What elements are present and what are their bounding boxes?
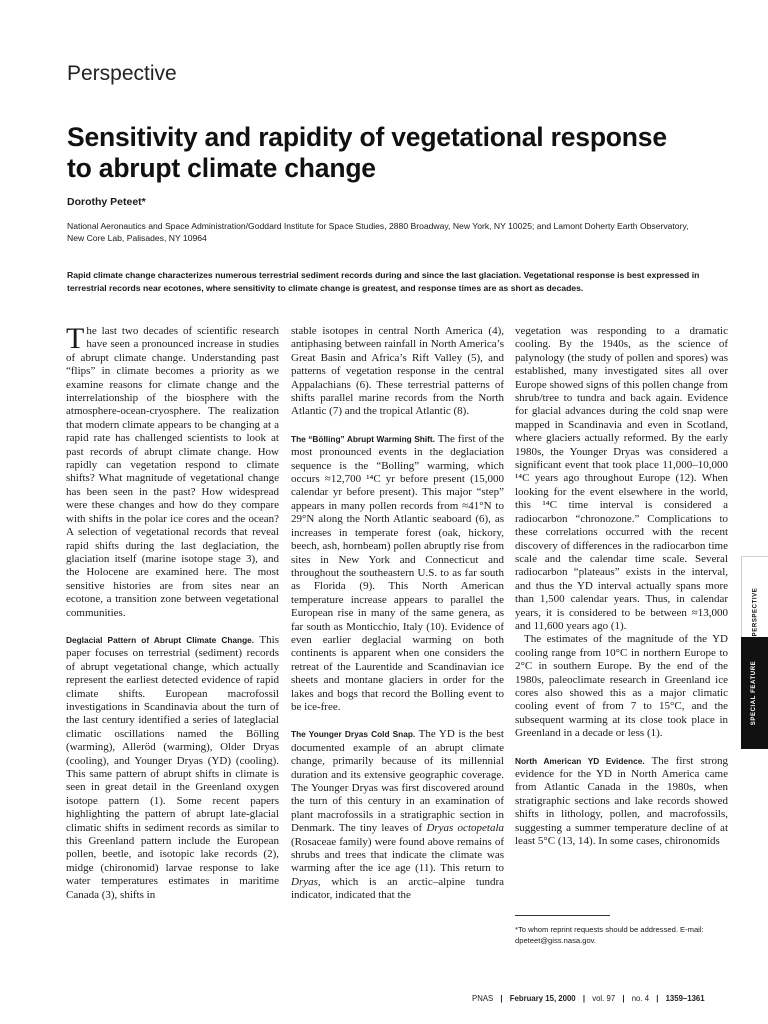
paragraph-text: The first of the most pronounced events in the deglaciation sequence is the “Bolling” warming, which occurs ≈12,700 ¹⁴C yr before present (15,000 calendar yr before present). This major “step” appears in many pollen records from ≈41°N to 29°N along the North Atlantic seaboard (6), as increases in temperate forest (oak, hickory, beech, ash, hornbeam) pollen abruptly rise from sites in New York and Connecticut and throughout the southeastern U.S. to as far south as Florida (9). This North American temperature increase appears to parallel the European rise in many of the same genera, as far south as Monticchio, Italy (10). Evidence of even earlier deglacial warming on both continents is apparent when one considers the retreat of the Laurentide and Scandinavian ice sheets and montane glaciers in order for the lakes and bogs that record the Bolling event to be ice-free.: [291, 432, 504, 713]
section-heading: Deglacial Pattern of Abrupt Climate Change.: [66, 634, 255, 645]
section-heading: The “Bölling” Abrupt Warming Shift.: [291, 433, 435, 444]
author: Dorothy Peteet*: [67, 196, 146, 208]
footer-separator: |: [656, 994, 659, 1003]
title-line-2: to abrupt climate change: [67, 153, 376, 183]
paragraph-text: The YD is the best documented example of an abrupt climate change, primarily because of its millennial duration and its extensive geographic coverage. The Younger Dryas was first discovered around the turn of this century in an examination of plant macrofossils in a stratigraphic section in Denmark. The tiny leaves of: [291, 728, 504, 835]
abstract: Rapid climate change characterizes numerous terrestrial sediment records during and since the last glaciation. Vegetational response is best expressed in terrestrial records near ecotones, where sensitivity to climate change is greatest, and response times are as short as decades.: [67, 270, 700, 293]
paragraph-text: The first strong evidence for the YD in North America came from Atlantic Canada in the 1980s, when stratigraphic sections and lake records showed shifts in lithology, pollen, and macrofossils, suggesting a summer temperature decline of at least 5°C (13, 14). In some cases, chironomids: [515, 754, 728, 848]
paragraph-text: (Rosaceae family) were found above remains of shrubs and trees that indicate the climate was warming after the ice age (11). This return to: [291, 835, 504, 875]
species-name: Dryas octopetala: [426, 822, 504, 835]
paragraph: [66, 322, 279, 620]
paragraph-text: , which is an arctic–alpine tundra indicator, indicated that the: [291, 875, 504, 902]
footer-volume: vol. 97: [592, 994, 616, 1003]
body-column-3: [515, 325, 728, 848]
paragraph: [66, 634, 279, 902]
paragraph: stable isotopes in central North America (4), antiphasing between rainfall in North America’s Great Basin and Africa’s Rift Valley (5), and patterns of vegetation response in the central Appalachians (6). These terrestrial patterns of shifts parallel marine records from the North Atlantic (7) and the tropical Atlantic (8).: [291, 325, 504, 418]
side-tab-special-feature: [741, 637, 768, 749]
drop-cap: T: [66, 322, 85, 355]
footer-journal: PNAS: [472, 994, 494, 1003]
genus-name: Dryas: [291, 875, 318, 888]
title-line-1: Sensitivity and rapidity of vegetational response: [67, 122, 667, 152]
side-tab-label: SPECIAL FEATURE: [751, 660, 758, 726]
footnote-divider: [515, 915, 610, 916]
footer-pages: 1359–1361: [665, 994, 705, 1003]
paragraph: [515, 755, 728, 849]
body-column-1: [66, 322, 279, 902]
footer-separator: |: [500, 994, 503, 1003]
paragraph-text: he last two decades of scientific research have seen a pronounced increase in studies of abrupt climate change. Understanding past “flips” in climate becomes a priority as we examine reasons for climate change and the interrelationship of the biosphere with the atmosphere-ocean-cryosphere. The realization that modern climate appears to be changing at a rapid rate has challenged scientists to look at past records of abrupt climate change. How rapidly can vegetation respond to climate shifts? What magnitude of vegetational change has been seen in the past? How widespread were these changes and how do they compare with shifts in the polar ice cores and the ocean? A selection of vegetational records that reveal rapid shifts during the last deglaciation, the glaciation itself (marine isotope stage 3), and the Holocene are examined here. The most sensitive histories are from sites near an ecotone, a transition zone between vegetational communities.: [66, 325, 279, 619]
paragraph: The estimates of the magnitude of the YD cooling range from 10°C in northern Europe to 2°C in southern Europe. By the end of the 1980s, paleoclimate research in Greenland ice cores also showed this as a major climatic cooling event of from 7 to 15°C, and the subsequent warming at its close took place in Greenland in a decade or less (1).: [515, 633, 728, 740]
side-tab-label: PERSPECTIVE: [752, 587, 758, 637]
affiliation: National Aeronautics and Space Administration/Goddard Institute for Space Studies, 2880 Broadway, New York, NY 10025; and Lamont Doherty Earth Observatory, New Core Lab, Palisades, NY 10964: [67, 221, 689, 243]
section-heading: The Younger Dryas Cold Snap.: [291, 729, 416, 740]
footer-separator: |: [622, 994, 625, 1003]
paragraph-text: This paper focuses on terrestrial (sediment) records of abrupt vegetational change, which actually represent the earliest detected evidence of rapid climate shifts. European macrofossil investigations in Scandinavia about the turn of the last century identified a series of lateglacial climatic oscillations named the Bölling (warming), Alleröd (warming), Older Dryas (cooling), and Younger Dryas (YD) (cooling). This same pattern of abrupt shifts in climate is seen in great detail in the Greenland oxygen isotope pattern (1). Some recent papers highlighting the pattern of abrupt late-glacial climatic shifts in sediment records as similar to this Greenland pattern include the European pollen, beetle, and isotopic lake records (2), midge (chironomid) larvae response to lake water temperatures estimates in maritime Canada (3), shifts in: [66, 633, 279, 901]
footnote: *To whom reprint requests should be addressed. E-mail: dpeteet@giss.nasa.gov.: [515, 925, 704, 945]
section-heading: North American YD Evidence.: [515, 755, 645, 766]
page-footer: [472, 994, 705, 1003]
article-title: [67, 122, 707, 184]
footer-date: February 15, 2000: [509, 994, 576, 1003]
footer-separator: |: [582, 994, 586, 1003]
footer-issue: no. 4: [631, 994, 650, 1003]
paragraph: [291, 433, 504, 715]
body-column-2: [291, 325, 504, 903]
section-label: Perspective: [67, 62, 177, 85]
paragraph: [291, 728, 504, 902]
paragraph: vegetation was responding to a dramatic cooling. By the 1940s, as the science of palynology (the study of pollen and spores) was established, many investigated sites all over Europe showed signs of this pollen change from shrub/tree to tundra and back again. Evidence for glacial advances during the cold snap were mapped in Scandinavia and even in Scotland, where glaciers actually reformed. By the early 1980s, the Younger Dryas was considered a significant event that took place 11,000–10,000 ¹⁴C years ago throughout Europe (12). When looking for the event elsewhere in the world, this ¹⁴C time interval is considered a radiocarbon “chronozone.” Complications to these correlations occurred with the recent discovery of differences in the radiocarbon time scale and the calendar time scale. Several radiocarbon “plateaus” exists in the interval, and thus the YD interval actually spans more than 1,500 calendar years. Thus, in calendar years, it is considered to be between ≈13,000 and 11,600 years ago (1).: [515, 325, 728, 632]
